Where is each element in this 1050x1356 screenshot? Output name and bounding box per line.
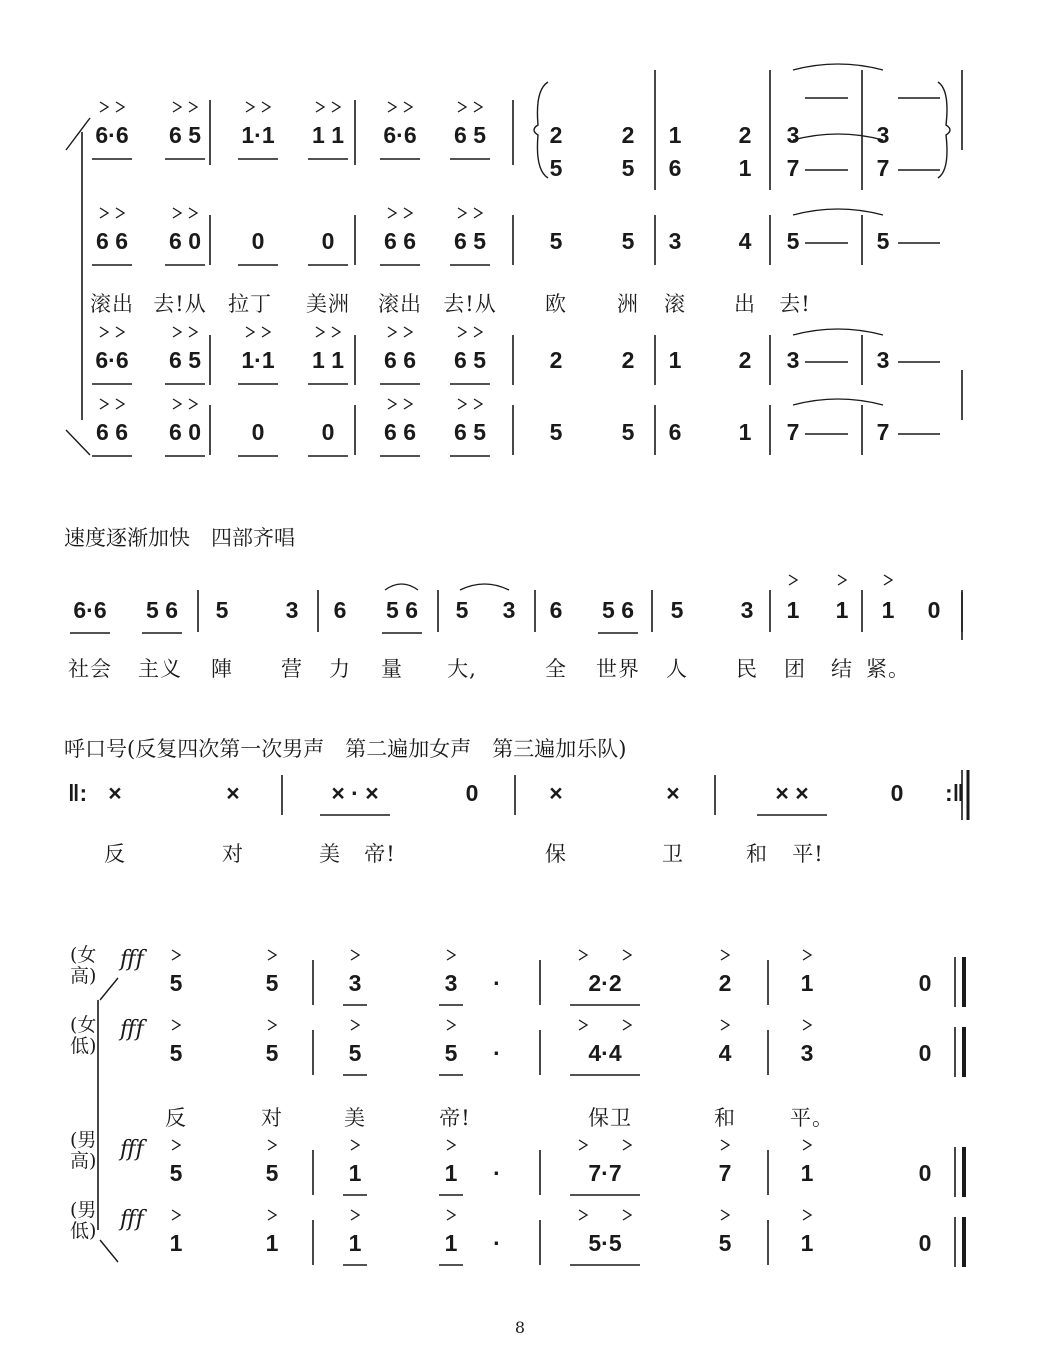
note: 1 — [881, 597, 895, 623]
note: 6·6 — [95, 122, 129, 148]
accent-mark — [803, 1020, 811, 1030]
note: 1 — [668, 347, 682, 373]
lyric: 保 — [545, 842, 567, 866]
accent-mark — [268, 1020, 276, 1030]
note: 5 — [549, 155, 563, 181]
accent-mark — [803, 1210, 811, 1220]
lyric: 保卫 — [588, 1106, 632, 1130]
accent-mark — [458, 399, 466, 409]
note: · — [493, 1040, 501, 1066]
dynamic-fff: fff — [120, 1137, 144, 1162]
lyric: 量 — [381, 657, 403, 681]
note: 1 — [738, 155, 752, 181]
lyric: 世界 — [596, 657, 640, 681]
note: 1 — [835, 597, 849, 623]
note: 5 6 — [146, 597, 178, 623]
accent-mark — [189, 327, 197, 337]
note: 1 — [265, 1230, 279, 1256]
lyric: 反 — [104, 842, 126, 866]
accent-mark — [172, 1210, 180, 1220]
tempo-direction: 速度逐渐加快 四部齐唱 — [64, 526, 295, 550]
accent-mark — [884, 575, 892, 585]
note: 3 — [800, 1040, 814, 1066]
lyric: 帝! — [364, 842, 396, 866]
note: 2 — [549, 122, 563, 148]
note: 0 — [918, 1160, 932, 1186]
note: 6·6 — [95, 347, 129, 373]
accent-mark — [116, 208, 124, 218]
note: 6 5 — [454, 228, 486, 254]
lyric: 去!从 — [153, 292, 207, 316]
note: 1·1 — [241, 347, 275, 373]
note: 6 5 — [454, 419, 486, 445]
note: 4 — [738, 228, 752, 254]
note: · — [493, 1160, 501, 1186]
note: 2 — [621, 347, 635, 373]
lyric: 美 — [319, 842, 341, 866]
shout-direction: 呼口号(反复四次第一次男声 第二遍加女声 第三遍加乐队) — [64, 737, 627, 761]
tie-arc — [793, 209, 883, 215]
lyric: 平! — [792, 842, 824, 866]
lyric: 和 — [746, 842, 768, 866]
accent-mark — [579, 1140, 587, 1150]
note: 5 — [348, 1040, 362, 1066]
lyric: 美洲 — [306, 292, 350, 316]
note: 6 5 — [454, 347, 486, 373]
note: 5 — [455, 597, 469, 623]
note: 1 — [786, 597, 800, 623]
lyric: 反 — [165, 1106, 187, 1130]
note: 1 — [668, 122, 682, 148]
note: 5 — [876, 228, 890, 254]
part-label-alto: (女低) — [70, 1014, 97, 1057]
repeat-end: :‖ — [945, 780, 965, 806]
note: 6 0 — [169, 419, 201, 445]
accent-mark — [172, 1020, 180, 1030]
note: 6 6 — [96, 228, 128, 254]
note: 7 — [786, 419, 800, 445]
note: 6 5 — [169, 122, 201, 148]
note: 6 — [668, 155, 682, 181]
note: 1 1 — [312, 122, 344, 148]
accent-mark — [116, 399, 124, 409]
accent-mark — [189, 399, 197, 409]
accent-mark — [447, 950, 455, 960]
note: 6 6 — [384, 419, 416, 445]
note: 5 — [169, 970, 183, 996]
note: 0 — [321, 228, 335, 254]
lyric: 力 — [329, 657, 351, 681]
lyric: 卫 — [662, 842, 684, 866]
system-brace-top — [66, 118, 90, 150]
note: 1·1 — [241, 122, 275, 148]
lyric: 对 — [222, 842, 244, 866]
accent-mark — [351, 950, 359, 960]
divisi-brace — [534, 82, 548, 178]
accent-mark — [246, 327, 254, 337]
system-brace-top-4 — [100, 978, 118, 1000]
lyric: 主义 — [138, 657, 182, 681]
accent-mark — [579, 1210, 587, 1220]
lyric: 民 — [736, 657, 758, 681]
accent-mark — [172, 950, 180, 960]
tie-arc — [793, 329, 883, 335]
tie-arc — [793, 134, 883, 140]
lyric: 团 — [784, 657, 806, 681]
note: 0 — [927, 597, 941, 623]
accent-mark — [351, 1140, 359, 1150]
lyric: 对 — [261, 1106, 283, 1130]
note: 3 — [786, 122, 800, 148]
note: 6 5 — [454, 122, 486, 148]
note: 7 — [718, 1160, 732, 1186]
accent-mark — [246, 102, 254, 112]
beat: 0 — [465, 780, 479, 806]
accent-mark — [189, 102, 197, 112]
lyric: 滚出 — [90, 292, 134, 316]
lyric: 美 — [344, 1106, 366, 1130]
note: 5 — [621, 228, 635, 254]
lyric: 人 — [666, 657, 688, 681]
note: 1 — [348, 1230, 362, 1256]
note: 5 — [169, 1040, 183, 1066]
note: 2 — [738, 122, 752, 148]
beat: × — [549, 780, 563, 806]
accent-mark — [458, 102, 466, 112]
accent-mark — [351, 1020, 359, 1030]
note: 3 — [876, 122, 890, 148]
note: 5 — [549, 419, 563, 445]
accent-mark — [268, 1210, 276, 1220]
note: 5 — [265, 1160, 279, 1186]
accent-mark — [316, 102, 324, 112]
note: 2 — [549, 347, 563, 373]
note: 6 6 — [384, 228, 416, 254]
accent-mark — [262, 102, 270, 112]
accent-mark — [351, 1210, 359, 1220]
lyric: 欧 — [545, 292, 567, 316]
accent-mark — [623, 1020, 631, 1030]
accent-mark — [173, 327, 181, 337]
accent-mark — [388, 399, 396, 409]
accent-mark — [100, 327, 108, 337]
tie-arc — [793, 399, 883, 405]
note: 3 — [285, 597, 299, 623]
note: 3 — [502, 597, 516, 623]
accent-mark — [388, 327, 396, 337]
note: 6 6 — [384, 347, 416, 373]
accent-mark — [623, 1210, 631, 1220]
system-brace-bottom-4 — [100, 1240, 118, 1262]
note: 0 — [251, 228, 265, 254]
note: 0 — [321, 419, 335, 445]
accent-mark — [803, 1140, 811, 1150]
accent-mark — [721, 1020, 729, 1030]
accent-mark — [474, 208, 482, 218]
lyric: 紧。 — [866, 657, 910, 681]
part-label-bass: (男低) — [70, 1199, 97, 1242]
lyric: 和 — [714, 1106, 736, 1130]
lyric: 大, — [447, 657, 477, 681]
note: 3 — [740, 597, 754, 623]
lyric: 社会 — [68, 657, 112, 681]
accent-mark — [474, 327, 482, 337]
lyric: 出 — [734, 292, 756, 316]
accent-mark — [173, 399, 181, 409]
accent-mark — [100, 208, 108, 218]
note: 5 6 — [602, 597, 634, 623]
beat: 0 — [890, 780, 904, 806]
accent-mark — [116, 327, 124, 337]
note: 0 — [918, 970, 932, 996]
accent-mark — [268, 1140, 276, 1150]
system-brace-bottom — [66, 430, 90, 455]
note: 4·4 — [588, 1040, 622, 1066]
lyric: 去!从 — [443, 292, 497, 316]
accent-mark — [388, 208, 396, 218]
note: · — [493, 970, 501, 996]
note: 5 — [718, 1230, 732, 1256]
note: 6 6 — [96, 419, 128, 445]
note: 5 — [621, 419, 635, 445]
part-label-tenor: (男高) — [70, 1129, 97, 1172]
accent-mark — [332, 327, 340, 337]
accent-mark — [447, 1140, 455, 1150]
dynamic-fff: fff — [120, 1207, 144, 1232]
accent-mark — [721, 1210, 729, 1220]
note: 5 — [265, 1040, 279, 1066]
divisi-brace-right — [938, 82, 950, 178]
accent-mark — [447, 1210, 455, 1220]
lyric: 拉丁 — [228, 292, 272, 316]
note: 3 — [786, 347, 800, 373]
accent-mark — [579, 1020, 587, 1030]
beat: × × — [775, 780, 809, 806]
page-number: 8 — [514, 1318, 526, 1337]
note: 2 — [718, 970, 732, 996]
accent-mark — [789, 575, 797, 585]
lyric: 营 — [281, 657, 303, 681]
repeat-start: ‖: — [68, 780, 88, 806]
note: 5 — [670, 597, 684, 623]
note: 1 — [800, 1160, 814, 1186]
note: 6·6 — [73, 597, 107, 623]
note: 3 — [668, 228, 682, 254]
note: 2 — [621, 122, 635, 148]
note: 6 — [333, 597, 347, 623]
lyric: 去! — [779, 292, 811, 316]
accent-mark — [803, 950, 811, 960]
note: 4 — [718, 1040, 732, 1066]
accent-mark — [838, 575, 846, 585]
accent-mark — [474, 399, 482, 409]
lyric: 滚 — [664, 292, 686, 316]
lyric: 陣 — [211, 657, 233, 681]
note: 0 — [918, 1040, 932, 1066]
note: 5 — [621, 155, 635, 181]
accent-mark — [268, 950, 276, 960]
accent-mark — [458, 327, 466, 337]
tie-arc — [793, 64, 883, 70]
note: 5 — [786, 228, 800, 254]
accent-mark — [316, 327, 324, 337]
note: 6 — [549, 597, 563, 623]
lyric: 结 — [831, 657, 853, 681]
note: 6 5 — [169, 347, 201, 373]
tie-arc — [385, 584, 418, 590]
accent-mark — [332, 102, 340, 112]
note: 5·5 — [588, 1230, 622, 1256]
note: 5 — [169, 1160, 183, 1186]
accent-mark — [458, 208, 466, 218]
note: 0 — [918, 1230, 932, 1256]
note: 1 — [800, 1230, 814, 1256]
accent-mark — [100, 102, 108, 112]
accent-mark — [404, 208, 412, 218]
note: 7 — [876, 419, 890, 445]
note: 1 — [444, 1160, 458, 1186]
beat: × — [108, 780, 122, 806]
note: 0 — [251, 419, 265, 445]
beat: × — [666, 780, 680, 806]
note: 1 — [169, 1230, 183, 1256]
accent-mark — [172, 1140, 180, 1150]
accent-mark — [404, 399, 412, 409]
accent-mark — [262, 327, 270, 337]
note: 1 — [444, 1230, 458, 1256]
dynamic-fff: fff — [120, 947, 144, 972]
accent-mark — [404, 102, 412, 112]
accent-mark — [579, 950, 587, 960]
accent-mark — [623, 950, 631, 960]
note: 2·2 — [588, 970, 622, 996]
note: 3 — [348, 970, 362, 996]
tie-arc — [460, 584, 509, 590]
note: 1 — [800, 970, 814, 996]
accent-mark — [404, 327, 412, 337]
note: 5 — [265, 970, 279, 996]
accent-mark — [447, 1020, 455, 1030]
lyric: 滚出 — [378, 292, 422, 316]
note: 6 0 — [169, 228, 201, 254]
lyric: 洲 — [617, 292, 639, 316]
accent-mark — [116, 102, 124, 112]
lyric: 帝! — [439, 1106, 471, 1130]
note: 7 — [786, 155, 800, 181]
dynamic-fff: fff — [120, 1017, 144, 1042]
part-label-soprano: (女高) — [70, 944, 97, 987]
accent-mark — [173, 208, 181, 218]
note: 7 — [876, 155, 890, 181]
note: 5 — [549, 228, 563, 254]
note: 3 — [876, 347, 890, 373]
note: · — [493, 1230, 501, 1256]
lyric: 全 — [545, 657, 567, 681]
note: 5 — [215, 597, 229, 623]
beat: × · × — [331, 780, 379, 806]
note: 2 — [738, 347, 752, 373]
note: 7·7 — [588, 1160, 622, 1186]
note: 1 — [348, 1160, 362, 1186]
note: 5 — [444, 1040, 458, 1066]
note: 6·6 — [383, 122, 417, 148]
note: 6 — [668, 419, 682, 445]
note: 5 6 — [386, 597, 418, 623]
accent-mark — [189, 208, 197, 218]
accent-mark — [173, 102, 181, 112]
accent-mark — [474, 102, 482, 112]
note: 3 — [444, 970, 458, 996]
beat: × — [226, 780, 240, 806]
accent-mark — [100, 399, 108, 409]
accent-mark — [721, 1140, 729, 1150]
note: 1 — [738, 419, 752, 445]
note: 1 1 — [312, 347, 344, 373]
accent-mark — [721, 950, 729, 960]
lyric: 平。 — [790, 1106, 834, 1130]
accent-mark — [388, 102, 396, 112]
accent-mark — [623, 1140, 631, 1150]
